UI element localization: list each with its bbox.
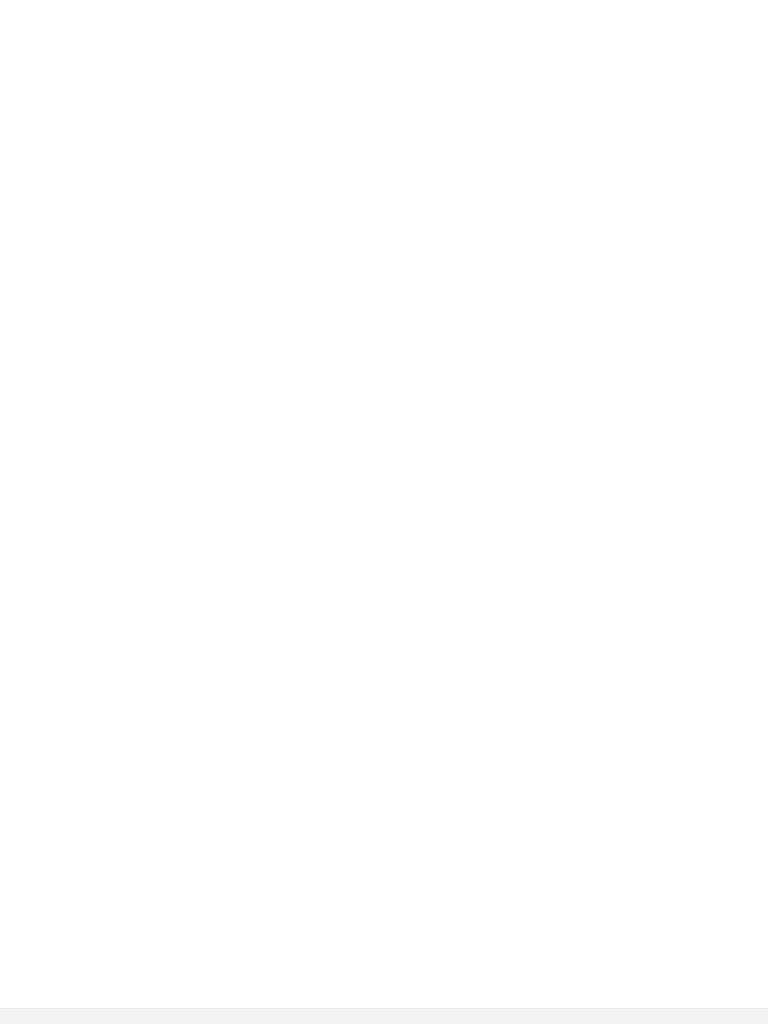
article-kicker [38, 4, 728, 18]
article-subkicker [38, 18, 728, 27]
footer-bar [0, 1008, 768, 1024]
article-date [38, 55, 728, 64]
article-title [38, 27, 728, 45]
article-byline [38, 46, 728, 55]
report-content-link[interactable] [250, 1011, 520, 1023]
article-tail-link[interactable] [38, 968, 358, 978]
article [38, 4, 728, 996]
article-body [38, 66, 728, 966]
